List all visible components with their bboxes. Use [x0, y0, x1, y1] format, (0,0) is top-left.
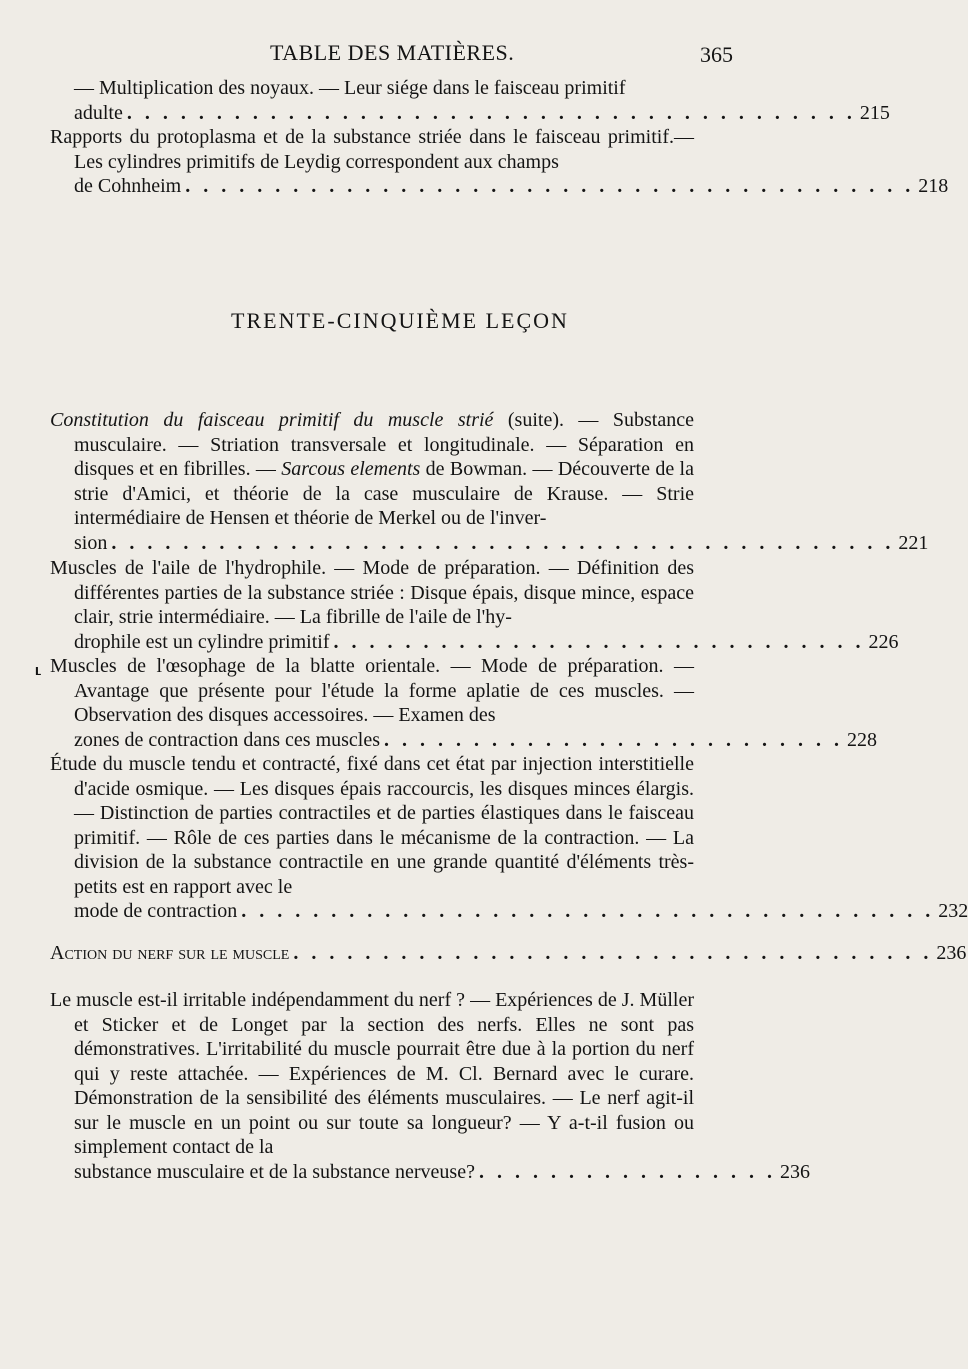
toc-entry-tail: zones de contraction dans ces muscles — [74, 728, 381, 751]
toc-entry-page: 228 — [847, 728, 878, 751]
toc-entry-lastline — [50, 728, 878, 753]
toc-entry-text: Rapports du protoplasma et de la substance striée dans le faisceau primitif.— Les cylindres primitifs de Leydig correspondent aux champs — [50, 126, 694, 173]
toc-entry-lastline — [50, 101, 890, 126]
toc-entry — [50, 556, 899, 654]
toc-entry-text — [50, 408, 740, 531]
toc-entry-page: 236 — [779, 1160, 810, 1183]
toc-entry — [50, 125, 949, 199]
toc-entry-page: 218 — [918, 175, 949, 197]
toc-entry-text: Étude du muscle tendu et contracté, fixé dans cet état par injection interstitielle d'acide osmique. — Les disques épais raccourcis, les disques minces élargis. — Distinction de parties contractiles et de parties élastiques dans le faisceau primitif. — Rôle de ces parties dans le mécanisme de la contraction. — La division de la substance contractile en une grande quantité d'éléments très-petits est en rapport avec le — [50, 753, 694, 898]
toc-entry-text: Muscles de l'œsophage de la blatte orientale. — Mode de préparation. — Avantage que présente pour l'étude la forme aplatie de ces muscles. — Observation des disques accessoires. — Examen des — [50, 655, 694, 726]
leader-dots: . . . . . . . . . . . . . . . . . . . . . . . . . . . . . . . . . . . . . . . . . . . . — [111, 531, 895, 554]
leader-dots: . . . . . . . . . . . . . . . . . . . . . . . . . . . . . . — [333, 630, 865, 653]
toc-entry-text-part: (suite). — Substance musculaire. — Striation transversale et longitudinale. — Séparation en disques et en fibrilles. — — [74, 409, 694, 480]
toc-entry-text: Muscles de l'aile de l'hydrophile. — Mode de préparation. — Définition des différentes parties de la substance striée : Disque épais, disque mince, espace clair, strie intermédiaire. — La fibrille de l'aile de l'hy- — [50, 557, 694, 628]
section-page: 236 — [936, 942, 967, 964]
leader-dots: . . . . . . . . . . . . . . . . . . . . . . . . . . . . . . . . . . . . — [293, 942, 933, 964]
header-title: TABLE DES MATIÈRES. — [270, 40, 515, 65]
toc-entry-text: Le muscle est-il irritable indépendamment du nerf ? — Expériences de J. Müller et Sticker et de Longet par la section des nerfs. Elles ne sont pas démonstratives. L'irritabilité du muscle pourrait être due à la portion du nerf qui y reste attachée. — Expériences de M. Cl. Bernard avec le curare. Démonstration de la sensibilité des éléments musculaires. — Le nerf agit-il sur le muscle en un point ou sur toute sa longueur? — Y a-t-il fusion ou simplement contact de la — [50, 989, 694, 1158]
header-page-number: 365 — [700, 42, 733, 67]
toc-entry-lastline — [50, 630, 899, 655]
running-header — [0, 40, 800, 70]
margin-pencil-mark: ⸤ — [34, 652, 43, 677]
toc-entry-page: 215 — [859, 101, 890, 124]
section-heading — [50, 942, 967, 965]
toc-entry-tail: de Cohnheim — [74, 175, 182, 197]
toc-entry-tail: adulte — [74, 101, 123, 124]
toc-entry-tail: substance musculaire et de la substance nerveuse? — [74, 1160, 475, 1183]
italic-term: Sarcous elements — [281, 458, 421, 480]
italic-lead: Constitution du faisceau primitif du muscle strié — [50, 409, 494, 431]
toc-entry — [50, 988, 810, 1184]
toc-entry-page: 221 — [898, 531, 929, 554]
toc-entry — [50, 654, 878, 752]
toc-entry-text-part: de Bowman. — Découverte de la strie d'Amici, et théorie de la case musculaire de Krause. — Strie intermédiaire de Hensen et théorie de Merkel ou de l'inver- — [74, 458, 694, 529]
toc-entry-page: 232 — [938, 900, 968, 922]
toc-entry-lastline — [50, 174, 949, 199]
toc-entry — [50, 408, 929, 555]
toc-entry-lastline — [50, 899, 968, 924]
leader-dots: . . . . . . . . . . . . . . . . . . . . . . . . . . . . . . . . . . . . . . . — [241, 900, 935, 922]
toc-entry-tail: mode de contraction — [74, 900, 238, 922]
toc-entry-text: — Multiplication des noyaux. — Leur siége dans le faisceau primitif — [74, 77, 626, 99]
leader-dots: . . . . . . . . . . . . . . . . . — [478, 1160, 776, 1183]
toc-entry-tail: sion — [74, 531, 108, 554]
lecon-heading: TRENTE-CINQUIÈME LEÇON — [231, 308, 569, 333]
leader-dots: . . . . . . . . . . . . . . . . . . . . . . . . . . . . . . . . . . . . . . . . . — [185, 175, 915, 197]
toc-entry-page: 226 — [868, 630, 899, 653]
section-title: Action du nerf sur le muscle — [50, 942, 290, 964]
toc-entry — [50, 76, 890, 125]
toc-entry — [50, 752, 968, 924]
leader-dots: . . . . . . . . . . . . . . . . . . . . . . . . . . — [384, 728, 844, 751]
toc-entry-lastline — [50, 531, 929, 556]
leader-dots: . . . . . . . . . . . . . . . . . . . . . . . . . . . . . . . . . . . . . . . . . — [126, 101, 856, 124]
toc-entry-tail: drophile est un cylindre primitif — [74, 630, 330, 653]
toc-entry-lastline — [50, 1160, 810, 1185]
